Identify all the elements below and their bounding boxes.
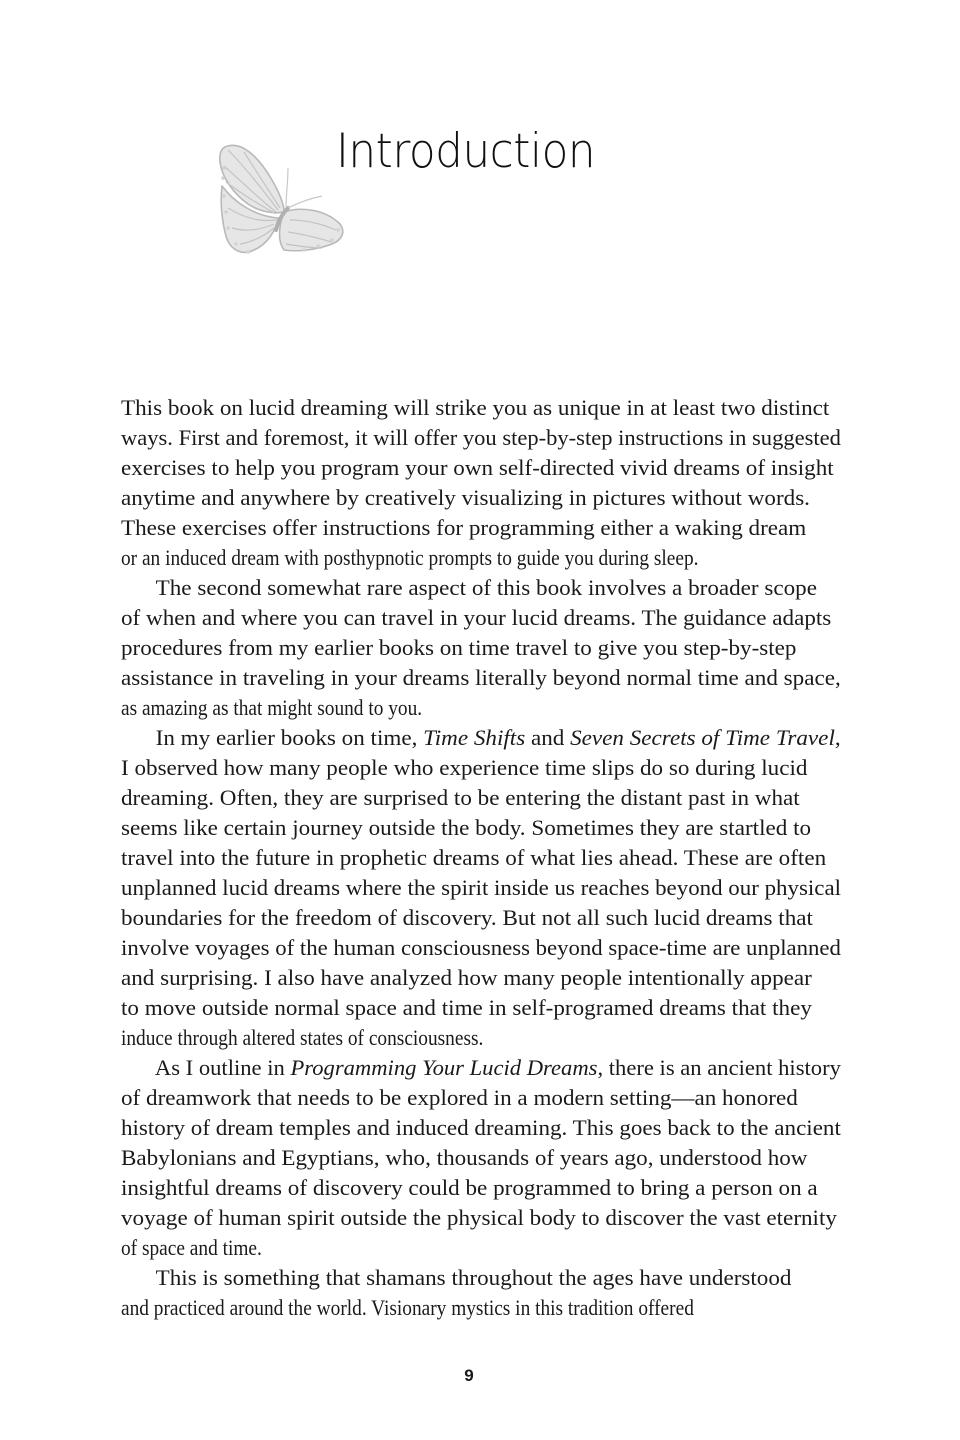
- text-run: , there is an ancient history: [597, 1055, 841, 1080]
- text-run: insightful dreams of discovery could be programmed to bring a person on a: [121, 1175, 818, 1200]
- text-line: [121, 993, 812, 1023]
- body-text: [121, 393, 841, 1323]
- text-run: In my earlier books on time,: [155, 725, 424, 750]
- paragraph-first-line: [121, 573, 852, 603]
- text-run: assistance in traveling in your dreams literally beyond normal time and space,: [121, 665, 841, 690]
- text-line: [121, 1173, 818, 1203]
- text-line: [121, 603, 831, 633]
- text-run: induce through altered states of consciousness.: [121, 1025, 484, 1050]
- butterfly-icon: [214, 138, 354, 260]
- text-line: [121, 393, 830, 423]
- text-line: [121, 483, 810, 513]
- text-line: [121, 633, 796, 663]
- text-run: ,: [834, 725, 841, 750]
- text-run: voyage of human spirit outside the physical body to discover the vast eternity: [121, 1205, 837, 1230]
- text-line: [121, 513, 807, 543]
- text-line: [121, 813, 811, 843]
- text-run: This is something that shamans throughout the ages have understood: [155, 1265, 792, 1290]
- text-run: and practiced around the world. Visionary mystics in this tradition offered: [121, 1295, 694, 1320]
- text-run: This book on lucid dreaming will strike you as unique in at least two distinct: [121, 395, 830, 420]
- text-line: [121, 783, 799, 813]
- text-run: exercises to help you program your own self-directed vivid dreams of insight: [121, 455, 834, 480]
- paragraph-first-line: [121, 1263, 827, 1293]
- page-number: 9: [464, 1366, 474, 1385]
- text-line: [121, 1233, 262, 1263]
- text-line: [121, 543, 698, 573]
- text-run: history of dream temples and induced dreaming. This goes back to the ancient: [121, 1115, 841, 1140]
- text-line: [121, 753, 808, 783]
- text-run: travel into the future in prophetic dreams of what lies ahead. These are often: [121, 845, 827, 870]
- text-run: boundaries for the freedom of discovery. But not all such lucid dreams that: [121, 905, 813, 930]
- text-line: [121, 843, 827, 873]
- text-run: and: [525, 725, 571, 750]
- text-line: [121, 1023, 484, 1053]
- text-line: [121, 933, 841, 963]
- text-line: [121, 903, 813, 933]
- text-run: or an induced dream with posthypnotic prompts to guide you during sleep.: [121, 545, 699, 570]
- text-run: These exercises offer instructions for programming either a waking dream: [121, 515, 807, 540]
- text-run: involve voyages of the human consciousness beyond space-time are unplanned: [121, 935, 841, 960]
- text-run: I observed how many people who experience time slips do so during lucid: [121, 755, 808, 780]
- book-title-italic: Time Shifts: [423, 725, 526, 750]
- text-line: [121, 1203, 837, 1233]
- text-line: [121, 963, 812, 993]
- text-run: of dreamwork that needs to be explored in a modern setting—an honored: [121, 1085, 798, 1110]
- paragraph-first-line: [121, 1053, 875, 1083]
- text-run: to move outside normal space and time in self-programed dreams that they: [121, 995, 812, 1020]
- text-run: dreaming. Often, they are surprised to be entering the distant past in what: [121, 785, 800, 810]
- text-run: Babylonians and Egyptians, who, thousands of years ago, understood how: [121, 1145, 808, 1170]
- text-line: [121, 663, 840, 693]
- text-line: [121, 1083, 798, 1113]
- text-line: [121, 873, 841, 903]
- chapter-title: Introduction: [336, 124, 596, 179]
- text-run: and surprising. I also have analyzed how many people intentionally appear: [121, 965, 812, 990]
- text-line: [121, 1293, 694, 1323]
- text-line: [121, 423, 841, 453]
- text-run: unplanned lucid dreams where the spirit inside us reaches beyond our physical: [121, 875, 842, 900]
- text-run: ways. First and foremost, it will offer you step-by-step instructions in suggested: [121, 425, 841, 450]
- text-run: seems like certain journey outside the body. Sometimes they are startled to: [121, 815, 812, 840]
- text-run: as amazing as that might sound to you.: [121, 695, 423, 720]
- text-line: [121, 1143, 808, 1173]
- text-run: of space and time.: [121, 1235, 262, 1260]
- text-line: [121, 453, 834, 483]
- text-run: procedures from my earlier books on time travel to give you step-by-step: [121, 635, 797, 660]
- text-run: of when and where you can travel in your lucid dreams. The guidance adapts: [121, 605, 832, 630]
- text-line: [121, 693, 422, 723]
- text-run: As I outline in: [154, 1055, 291, 1080]
- text-run: anytime and anywhere by creatively visualizing in pictures without words.: [121, 485, 810, 510]
- text-run: The second somewhat rare aspect of this book involves a broader scope: [155, 575, 818, 600]
- paragraph-first-line: [121, 723, 875, 753]
- text-line: [121, 1113, 841, 1143]
- book-title-italic: Programming Your Lucid Dreams: [290, 1055, 598, 1080]
- book-title-italic: Seven Secrets of Time Travel: [570, 725, 835, 750]
